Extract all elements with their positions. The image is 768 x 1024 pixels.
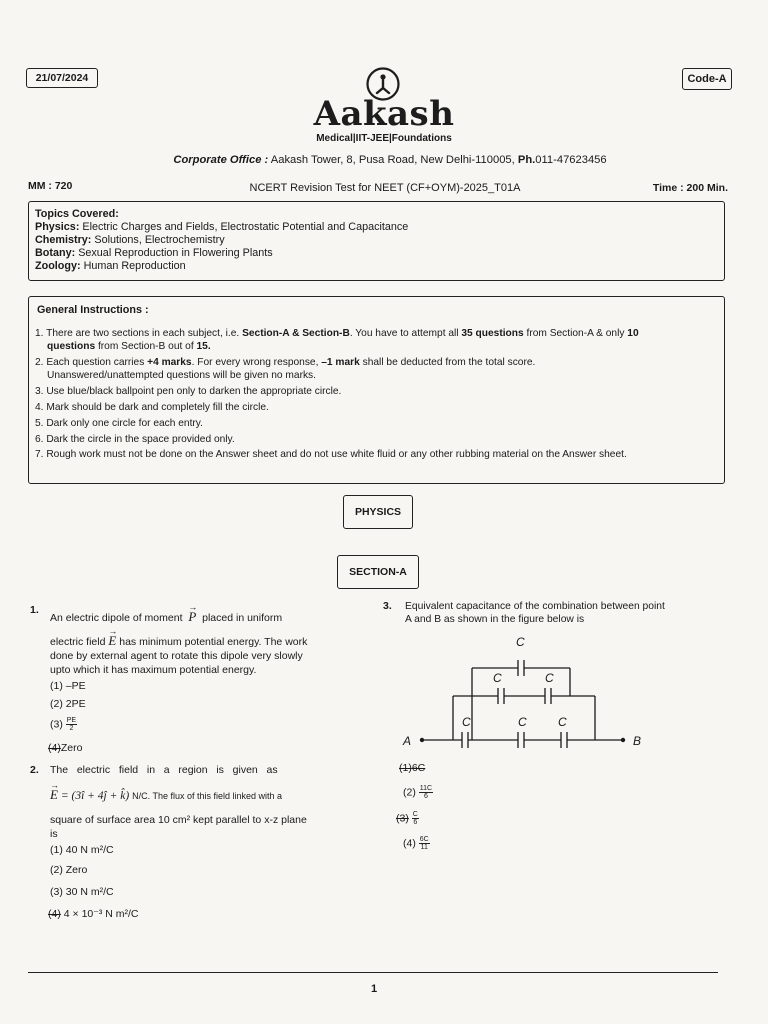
time-limit: Time : 200 Min. xyxy=(652,182,728,194)
capacitor-label: C xyxy=(516,635,525,649)
footer-divider xyxy=(28,972,718,973)
instruction-7: 7. Rough work must not be done on the Answer sheet and do not use white fluid or any other rubbing material on the Answer sheet. xyxy=(35,449,627,460)
q2-option-1[interactable]: (1) 40 N m²/C xyxy=(50,844,114,856)
q1-text: An electric dipole of moment → P placed in uniform electric field → E has minimum potential energy. The work done by external agent to rotate this dipole very slowly upto which it has maximum potential energy. xyxy=(50,604,350,677)
q1-option-2[interactable]: (2) 2PE xyxy=(50,698,86,710)
q2-option-4[interactable]: (4) 4 × 10⁻³ N m²/C xyxy=(48,908,139,920)
capacitor-circuit-diagram xyxy=(395,630,665,755)
capacitor-label: C xyxy=(558,715,567,729)
max-marks: MM : 720 xyxy=(28,180,73,192)
q3-option-3-marked: (3) xyxy=(396,812,409,825)
capacitor-label: C xyxy=(518,715,527,729)
section-tag: SECTION-A xyxy=(337,555,419,589)
q3-option-1[interactable]: (1)6C xyxy=(399,762,426,774)
capacitor-label: C xyxy=(493,671,502,685)
circuit-label-a: A xyxy=(403,734,412,748)
q1-option-4-marked: (4) xyxy=(48,742,61,754)
brand-name: Aakash xyxy=(313,94,455,134)
capacitor-label: C xyxy=(462,715,471,729)
q3-option-4[interactable]: (4) $\frac{6C}{11}$ xyxy=(403,836,429,851)
corporate-label: Corporate Office : xyxy=(173,154,269,166)
corporate-address: Aakash Tower, 8, Pusa Road, New Delhi-110005, xyxy=(270,154,515,166)
instruction-4: 4. Mark should be dark and completely fill the circle. xyxy=(35,402,269,413)
q2-option-2[interactable]: (2) Zero xyxy=(50,864,88,876)
phone-label: Ph. xyxy=(517,154,536,166)
circuit-label-b: B xyxy=(633,734,642,748)
brand-tagline: Medical|IIT-JEE|Foundations xyxy=(316,133,452,144)
q1-number: 1. xyxy=(30,604,39,616)
q2-text: The electric field in a region is given as → E = (3î + 4ĵ + k̂) N/C. The flux of this field linked with a square of surface area 10 cm² kept parallel to x-z plane is xyxy=(50,763,350,841)
subject-tag-physics: PHYSICS xyxy=(343,495,413,529)
instruction-5: 5. Dark only one circle for each entry. xyxy=(35,418,203,429)
date-box: 21/07/2024 xyxy=(26,68,98,88)
topics-heading: Topics Covered: xyxy=(35,208,119,220)
q3-option-1-marked: (1) xyxy=(399,762,412,774)
paper-code-box: Code-A xyxy=(682,68,732,90)
topic-botany: Botany: Sexual Reproduction in Flowering Plants xyxy=(35,247,273,259)
q3-option-2[interactable]: (2) $\frac{11C}{6}$ xyxy=(403,785,433,800)
q3-option-3[interactable]: (3) $\frac{C}{6}$ xyxy=(396,811,418,826)
test-name: NCERT Revision Test for NEET (CF+OYM)-2025_T01A xyxy=(249,182,521,194)
instruction-1: 1. There are two sections in each subject, i.e. Section-A & Section-B. You have to attempt all 35 questions from Section-A & only 10 questions from Section-B out of 15. xyxy=(35,328,639,352)
instruction-3: 3. Use blue/black ballpoint pen only to darken the appropriate circle. xyxy=(35,386,342,397)
q1-option-4[interactable]: (4)Zero xyxy=(48,742,83,754)
instruction-2: 2. Each question carries +4 marks. For every wrong response, –1 mark shall be deducted from the total score. Unanswered/unattempted questions will be given no marks. xyxy=(35,357,536,381)
corporate-office-line xyxy=(100,154,680,166)
topic-physics: Physics: Electric Charges and Fields, Electrostatic Potential and Capacitance xyxy=(35,221,409,233)
q1-option-1[interactable]: (1) –PE xyxy=(50,680,86,692)
q2-number: 2. xyxy=(30,764,39,776)
instruction-6: 6. Dark the circle in the space provided only. xyxy=(35,434,235,445)
topic-chemistry: Chemistry: Solutions, Electrochemistry xyxy=(35,234,225,246)
page-number: 1 xyxy=(370,983,378,995)
topics-covered-box xyxy=(28,201,725,281)
q1-option-3[interactable]: (3) $\frac{PE}{2}$ xyxy=(50,717,77,732)
q3-number: 3. xyxy=(383,600,392,612)
q3-text: Equivalent capacitance of the combination between point A and B as shown in the figure below is xyxy=(405,601,665,625)
instructions-heading: General Instructions : xyxy=(37,304,149,316)
capacitor-label: C xyxy=(545,671,554,685)
q2-option-4-marked: (4) xyxy=(48,908,61,920)
q2-option-3[interactable]: (3) 30 N m²/C xyxy=(50,886,114,898)
phone-number: 011-47623456 xyxy=(535,154,607,166)
topic-zoology: Zoology: Human Reproduction xyxy=(35,260,186,272)
general-instructions-box xyxy=(28,296,725,484)
